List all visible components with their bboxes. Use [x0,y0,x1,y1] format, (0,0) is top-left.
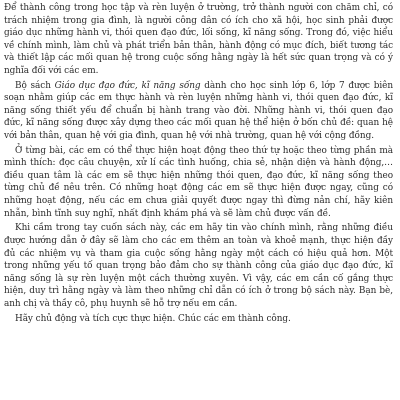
closing-paragraph: Hãy chủ động và tích cực thực hiện. Chúc các em thành công. [15,313,291,324]
book-description-paragraph [4,80,393,143]
encouragement-paragraph: Khi cầm trong tay cuốn sách này, các em hãy tin vào chính mình, rằng những điều được hướng dẫn ở đây sẽ làm cho các em thêm an toàn và khoẻ mạnh, thực hiện đầy đủ các nhiệm vụ và tham gia cuộc sống hằng ngày một cách có hiệu quả hơn. Một trong những yếu tố quan trọng bảo đảm cho sự thành công của giáo dục đạo đức, kĩ năng sống là sự rèn luyện một cách thường xuyên. Vì vậy, các em cần cố gắng thực hiện, duy trì hằng ngày và làm theo những chỉ dẫn có ích ở trong bộ sách này. Bạn bè, anh chị và thầy cô, phụ huynh sẽ hỗ trợ nếu em cần. [4,223,393,309]
book-title: Giáo dục đạo đức, kĩ năng sống [54,80,201,91]
intro-paragraph: Để thành công trong học tập và rèn luyện ở trường, trở thành người con chăm chỉ, có trách nhiệm trong gia đình, là người công dân có ích cho xã hội, học sinh phải được giáo dục những hành vi, thói quen đạo đức, lối sống, kĩ năng sống. Trong đó, việc hiểu về chính mình, làm chủ và phát triển bản thân, hành động có mục đích, biết tương tác và thiết lập các mối quan hệ trong cuộc sống hằng ngày là hết sức quan trọng và có ý nghĩa đối với các em. [4,3,393,76]
paragraph-continuation-text: dành cho học sinh lớp 6, lớp 7 được biên soạn nhằm giúp các em thực hành và rèn luyện những hành vi, thói quen đạo đức, kĩ năng sống thiết yếu để chuẩn bị hành trang vào đời. Những hành vi, thói quen đạo đức, kĩ năng sống được xây dựng theo các mối quan hệ thể hiện ở bốn chủ đề: quan hệ với bản thân, quan hệ với gia đình, quan hệ với nhà trường, quan hệ với cộng đồng. [4,80,393,141]
lesson-guide-paragraph: Ở từng bài, các em có thể thực hiện hoạt động theo thứ tự hoặc theo từng phần mà mình thích: đọc câu chuyện, xử lí các tình huống, chia sẻ, nhận diện và hành động,… điều quan tâm là các em sẽ thực hiện những thói quen, đạo đức, kĩ năng sống theo từng chủ đề nêu trên. Có những hoạt động các em sẽ thực hiện được ngay, cũng có những hoạt động, nếu các em chưa giải quyết được ngay thì đừng nản chí, hãy kiên nhẫn, bình tĩnh suy nghĩ, nhất định khám phá và sẽ làm chủ được vấn đề. [4,145,393,219]
paragraph-lead-text: Bộ sách [15,80,55,91]
